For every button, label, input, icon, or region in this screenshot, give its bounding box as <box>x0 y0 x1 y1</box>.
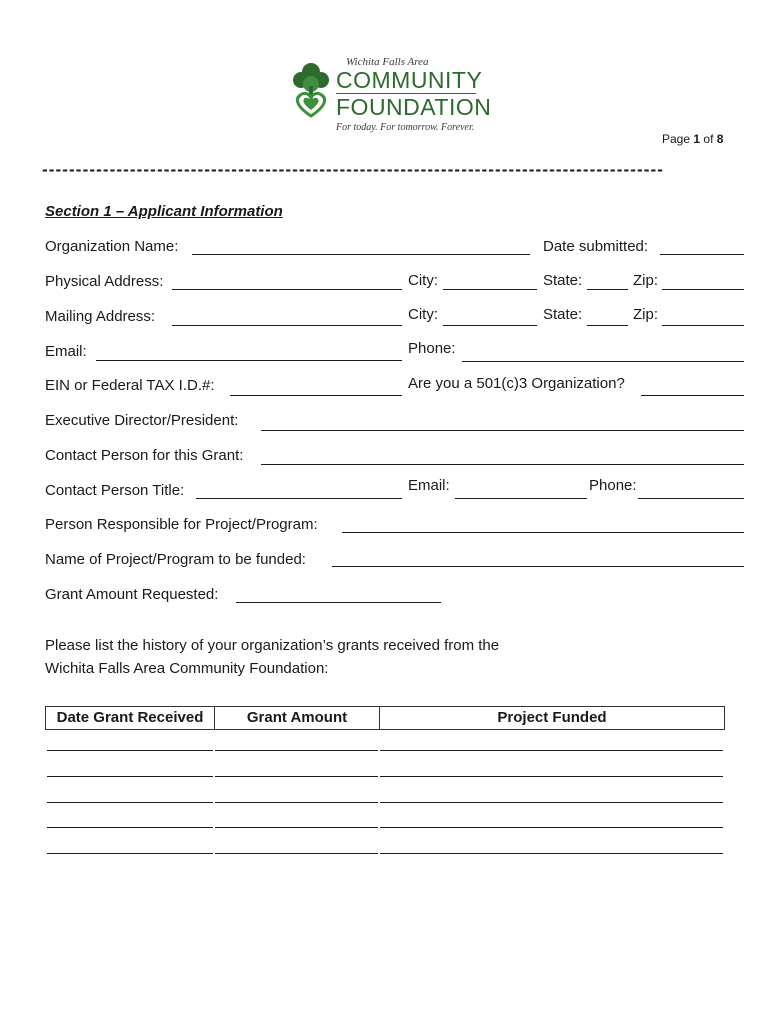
zip-label-2: Zip: <box>633 306 659 323</box>
city-field-2[interactable] <box>443 325 537 326</box>
grant-amount-label: Grant Amount Requested: <box>45 586 219 603</box>
history-text-line1: Please list the history of your organization’s grants received from the <box>45 637 500 654</box>
table-header-project: Project Funded <box>379 706 725 730</box>
exec-director-field[interactable] <box>261 430 744 431</box>
physical-address-label: Physical Address: <box>45 273 164 290</box>
state-label-1: State: <box>543 272 583 289</box>
table-cell-project[interactable] <box>380 776 723 777</box>
table-cell-amount[interactable] <box>215 802 378 803</box>
exec-director-label: Executive Director/President: <box>45 412 239 429</box>
email-field[interactable] <box>96 360 402 361</box>
contact-person-label: Contact Person for this Grant: <box>45 447 244 464</box>
table-cell-project[interactable] <box>380 827 723 828</box>
zip-label-1: Zip: <box>633 272 659 289</box>
city-label-1: City: <box>408 272 438 289</box>
table-header-amount: Grant Amount <box>214 706 380 730</box>
city-field-1[interactable] <box>443 289 537 290</box>
table-cell-amount[interactable] <box>215 776 378 777</box>
contact-email-field[interactable] <box>455 498 587 499</box>
page-current: 1 <box>693 132 701 146</box>
mailing-address-field[interactable] <box>172 325 402 326</box>
responsible-person-label: Person Responsible for Project/Program: <box>45 516 318 533</box>
table-row <box>47 815 725 841</box>
mailing-address-label: Mailing Address: <box>45 308 156 325</box>
date-submitted-label: Date submitted: <box>543 238 649 255</box>
foundation-logo <box>290 54 490 136</box>
logo-small-text: Wichita Falls Area <box>346 56 429 68</box>
contact-title-field[interactable] <box>196 498 402 499</box>
table-row <box>47 738 725 764</box>
table-row <box>47 841 725 867</box>
zip-field-2[interactable] <box>662 325 744 326</box>
page-total: 8 <box>716 132 724 146</box>
table-cell-amount[interactable] <box>215 750 378 751</box>
project-name-field[interactable] <box>332 566 744 567</box>
org-name-label: Organization Name: <box>45 238 179 255</box>
is-501c3-field[interactable] <box>641 395 744 396</box>
history-text-line2: Wichita Falls Area Community Foundation: <box>45 660 329 677</box>
table-cell-date[interactable] <box>47 827 213 828</box>
contact-title-label: Contact Person Title: <box>45 482 185 499</box>
state-field-2[interactable] <box>587 325 628 326</box>
tree-heart-icon <box>290 60 332 118</box>
grant-amount-field[interactable] <box>236 602 441 603</box>
state-field-1[interactable] <box>587 289 628 290</box>
responsible-person-field[interactable] <box>342 532 744 533</box>
table-cell-amount[interactable] <box>215 827 378 828</box>
table-cell-date[interactable] <box>47 750 213 751</box>
zip-field-1[interactable] <box>662 289 744 290</box>
phone-label: Phone: <box>408 340 456 357</box>
contact-phone-label: Phone: <box>589 477 637 494</box>
email-label: Email: <box>45 343 87 360</box>
table-cell-project[interactable] <box>380 853 723 854</box>
project-name-label: Name of Project/Program to be funded: <box>45 551 306 568</box>
logo-line-foundation: FOUNDATION <box>336 94 492 120</box>
contact-person-field[interactable] <box>261 464 744 465</box>
state-label-2: State: <box>543 306 583 323</box>
table-header-date: Date Grant Received <box>45 706 215 730</box>
ein-label: EIN or Federal TAX I.D.#: <box>45 377 215 394</box>
table-cell-project[interactable] <box>380 802 723 803</box>
table-cell-project[interactable] <box>380 750 723 751</box>
ein-field[interactable] <box>230 395 402 396</box>
table-cell-date[interactable] <box>47 776 213 777</box>
city-label-2: City: <box>408 306 438 323</box>
date-submitted-field[interactable] <box>660 254 744 255</box>
contact-email-label: Email: <box>408 477 450 494</box>
dashed-divider: -------------------------------------------------------------------------------------------- <box>42 160 665 179</box>
is-501c3-label: Are you a 501(c)3 Organization? <box>408 375 625 392</box>
org-name-field[interactable] <box>192 254 530 255</box>
logo-tagline: For today. For tomorrow. Forever. <box>336 122 475 133</box>
table-cell-amount[interactable] <box>215 853 378 854</box>
logo-line-community: COMMUNITY <box>336 67 483 93</box>
page-number: Page 1 of 8 <box>662 132 724 146</box>
section-title: Section 1 – Applicant Information <box>45 203 283 220</box>
phone-field[interactable] <box>462 361 744 362</box>
table-cell-date[interactable] <box>47 853 213 854</box>
table-row <box>47 764 725 790</box>
physical-address-field[interactable] <box>172 289 402 290</box>
table-cell-date[interactable] <box>47 802 213 803</box>
table-row <box>47 790 725 816</box>
contact-phone-field[interactable] <box>638 498 744 499</box>
